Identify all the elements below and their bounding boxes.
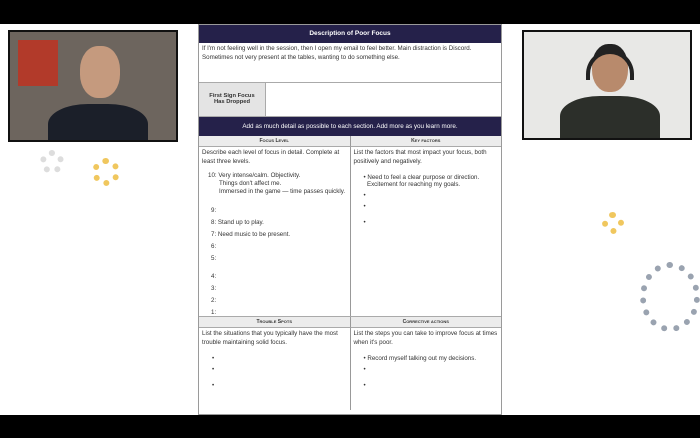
participant-body: [560, 96, 660, 140]
list-item: •: [363, 366, 366, 374]
focus-worksheet: [198, 24, 502, 415]
focus-level-list: [202, 172, 347, 317]
list-item: • Need to feel a clear purpose or direction. Excitement for reaching my goals.: [363, 174, 480, 189]
top-letterbox: [0, 0, 700, 24]
gear-decoration-icon: [92, 158, 120, 186]
level-text: Stand up to play.: [217, 218, 264, 226]
list-item: •: [212, 382, 215, 390]
participant-body: [48, 104, 148, 142]
level-number: 3:: [211, 284, 217, 292]
worksheet-title: Description of Poor Focus: [199, 25, 501, 43]
participant-video-left[interactable]: [8, 30, 178, 142]
focus-level-item: [202, 285, 347, 293]
poor-focus-description[interactable]: If I'm not feeling well in the session, then I open my email to feel better. Main distraction is Discord. Sometimes not very present at the tables, wanting to do something else.: [199, 43, 501, 83]
level-number: 7:: [211, 230, 217, 238]
focus-level-header: Focus Level: [199, 136, 350, 147]
trouble-spots-cell[interactable]: [199, 328, 350, 410]
level-text: Very intense/calm. Objectivity.: [218, 172, 301, 180]
focus-level-item: [202, 207, 347, 215]
key-factors-header: Key factors: [350, 136, 502, 147]
bottom-letterbox: [0, 415, 700, 438]
focus-level-cell[interactable]: [199, 147, 350, 316]
level-number: 1:: [211, 309, 217, 317]
participant-head: [80, 46, 120, 98]
level-number: 6:: [211, 242, 217, 250]
focus-level-item: [202, 219, 347, 227]
first-sign-label: First Sign Focus Has Dropped: [199, 83, 266, 116]
level-text: Things don't affect me.: [219, 180, 282, 188]
corrective-actions-cell[interactable]: [350, 328, 502, 410]
list-item: •: [363, 203, 366, 211]
instruction-banner: Add as much detail as possible to each section. Add more as you learn more.: [199, 117, 501, 136]
corrective-actions-header: Corrective actions: [350, 317, 502, 328]
list-item: •: [363, 192, 366, 200]
list-item: •: [212, 366, 215, 374]
gear-decoration-icon: [40, 150, 64, 174]
focus-level-item: [202, 243, 347, 251]
focus-level-item: [202, 172, 347, 196]
level-number: 4:: [211, 272, 217, 280]
key-factors-cell[interactable]: [350, 147, 502, 316]
key-factors-prompt: List the factors that most impact your focus, both positively and negatively.: [353, 149, 487, 165]
list-item: •: [212, 355, 215, 363]
focus-level-item: [202, 255, 347, 263]
trouble-spots-header: Trouble Spots: [199, 317, 350, 328]
gear-decoration-icon: [640, 262, 700, 332]
level-number: 10:: [208, 172, 217, 180]
list-item: •: [363, 382, 366, 390]
level-number: 5:: [211, 254, 217, 262]
trouble-spots-prompt: List the situations that you typically have the most trouble maintaining solid focus.: [202, 330, 338, 346]
first-sign-field[interactable]: [266, 83, 501, 116]
painting-background: [18, 40, 58, 86]
corrective-actions-prompt: List the steps you can take to improve focus at times when it's poor.: [353, 330, 498, 346]
level-number: 8:: [211, 218, 217, 226]
focus-level-item: [202, 231, 347, 239]
level-number: 9:: [211, 206, 217, 214]
list-item: •: [363, 219, 366, 227]
level-number: 2:: [211, 296, 217, 304]
focus-level-item: [202, 309, 347, 317]
participant-video-right[interactable]: [522, 30, 692, 140]
focus-level-prompt: Describe each level of focus in detail. Complete at least three levels.: [202, 149, 340, 165]
level-text: Need music to be present.: [217, 230, 291, 238]
focus-level-item: [202, 273, 347, 281]
list-item: • Record myself talking out my decisions.: [363, 355, 477, 363]
level-text: Immersed in the game — time passes quickly.: [219, 188, 346, 196]
focus-level-item: [202, 297, 347, 305]
gear-decoration-icon: [602, 212, 624, 234]
